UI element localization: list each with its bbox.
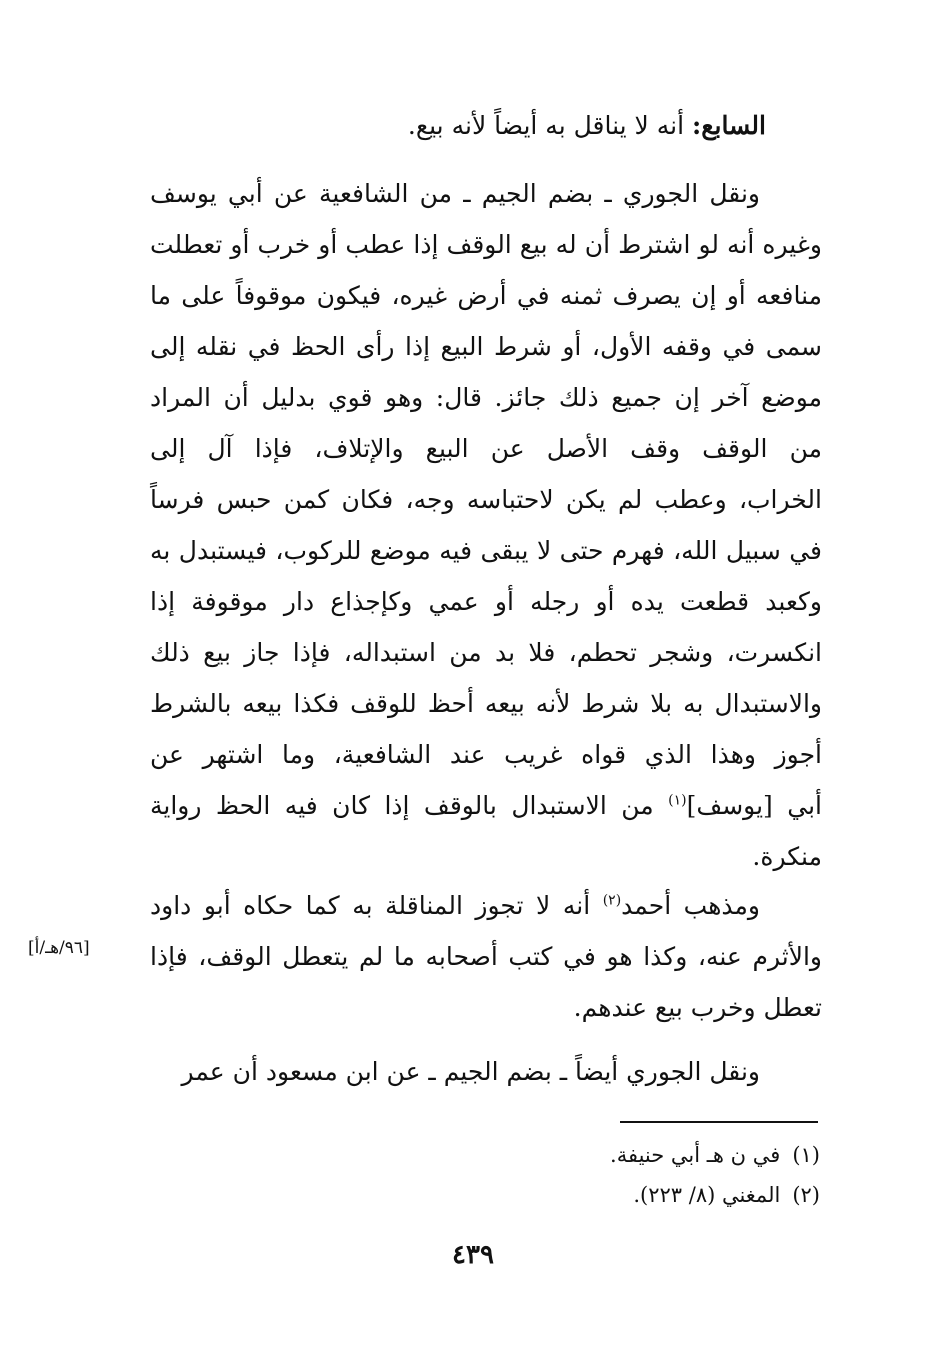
footnote-ref-1[interactable]: (١) (668, 792, 687, 809)
paragraph-line: وغيره أنه لو اشترط أن له بيع الوقف إذا عطب أو خرب أو تعطلت (150, 230, 822, 259)
section-heading (408, 100, 766, 151)
paragraph-line: الخراب، وعطب لم يكن لاحتباسه وجه، فكان كمن حبس فرساً (150, 485, 822, 514)
line-start: أبي [يوسف] (686, 791, 822, 820)
paragraph-line: والاستبدال به بلا شرط لأنه بيعه أحظ للوقف فكذا بيعه بالشرط (150, 689, 822, 718)
heading-text: أنه لا يناقل به أيضاً لأنه بيع. (407, 111, 693, 140)
paragraph-line: انكسرت، وشجر تحطم، فلا بد من استبداله، فإذا جاز بيع ذلك (150, 638, 822, 667)
footnote-separator (620, 1121, 818, 1123)
paragraph-line: سمى في وقفه الأول، أو شرط البيع إذا رأى الحظ في نقله إلى (150, 332, 822, 361)
paragraph-1 (150, 168, 822, 882)
paragraph-line: منافعه أو إن يصرف ثمنه في أرض غيره، فيكون موقوفاً على ما (150, 281, 822, 310)
paragraph-line: تعطل وخرب بيع عندهم. (573, 993, 822, 1022)
line-start: ومذهب أحمد (621, 891, 761, 920)
paragraph-3 (150, 1046, 822, 1097)
paragraph-line: في سبيل الله، فهرم حتى لا يبقى فيه موضع للركوب، فيستبدل به (150, 536, 822, 565)
paragraph-line: والأثرم عنه، وكذا هو في كتب أصحابه ما لم يتعطل الوقف، فإذا (150, 942, 822, 971)
paragraph-line: أجوز وهذا الذي قواه غريب عند الشافعية، وما اشتهر عن (150, 740, 822, 769)
heading-label: السابع: (692, 111, 766, 140)
paragraph-line: منكرة. (752, 842, 822, 871)
page-number: ٤٣٩ (452, 1240, 494, 1270)
paragraph-line: وكعبد قطعت يده أو رجله أو عمي وكإجذاع دار موقوفة إذا (150, 587, 822, 616)
paragraph-line: ونقل الجوري أيضاً ـ بضم الجيم ـ عن ابن مسعود أن عمر (181, 1057, 760, 1086)
line-rest: أنه لا تجوز المناقلة به كما حكاه أبو داود (150, 891, 603, 920)
paragraph-line-with-footnote (150, 880, 822, 931)
paragraph-line: من الوقف وقف الأصل عن البيع والإتلاف، فإذا آل إلى (150, 434, 822, 463)
footnotes (610, 1135, 820, 1215)
footnote-text: المغني (٨/ ٢٢٣). (633, 1183, 781, 1207)
paragraph-line-with-footnote (150, 780, 822, 831)
footnote-2 (610, 1175, 820, 1215)
footnote-1 (610, 1135, 820, 1175)
footnote-number: (٢) (792, 1183, 820, 1207)
footnote-number: (١) (792, 1143, 820, 1167)
paragraph-line: موضع آخر إن جميع ذلك جائز. قال: وهو قوي بدليل أن المراد (150, 383, 822, 412)
line-rest: من الاستبدال بالوقف إذا كان فيه الحظ رواية (150, 791, 669, 820)
footnote-ref-2[interactable]: (٢) (602, 892, 622, 909)
paragraph-line: ونقل الجوري ـ بضم الجيم ـ من الشافعية عن أبي يوسف (150, 179, 760, 208)
footnote-text: في ن هـ أبي حنيفة. (610, 1143, 781, 1167)
manuscript-folio-reference: [٩٦/هـ/أ] (28, 938, 90, 958)
paragraph-2 (150, 880, 822, 1033)
